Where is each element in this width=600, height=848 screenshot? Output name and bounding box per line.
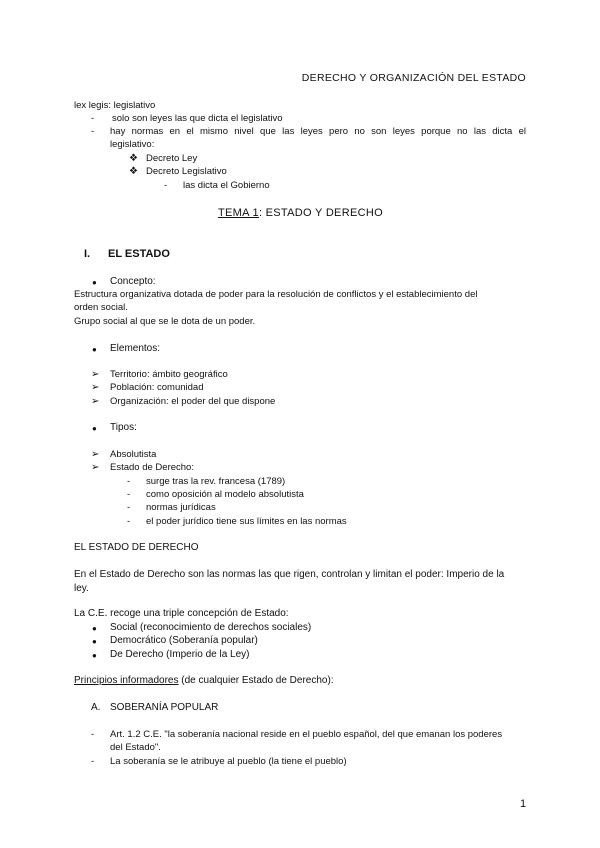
tema-label: TEMA 1 [218,207,259,219]
arrow-bullet-icon: ➢ [91,369,100,380]
intro-dash-1: solo son leyes las que dicta el legislativo [112,113,283,124]
edd-para-line-1: En el Estado de Derecho son las normas las que rigen, controlan y limitan el poder: Imperio de la [74,569,505,580]
dash-marker: - [127,502,131,513]
sub-sub-item-gobierno: las dicta el Gobierno [183,180,270,191]
subsection-title: SOBERANÍA POPULAR [110,702,219,713]
concepto-label: Concepto: [110,276,156,287]
bullet-icon: ● [92,424,97,433]
concepto-line-3: Grupo social al que se le dota de un poder. [74,316,256,327]
sub-item-decreto-ley: Decreto Ley [146,153,198,164]
elemento-item: Población: comunidad [110,382,204,393]
principios-underlined: Principios informadores [74,675,179,686]
dash-marker: - [127,516,131,527]
dash-marker: - [91,729,95,740]
ce-item: Social (reconocimiento de derechos sociales) [110,622,312,633]
intro-dash-2-line-2: legislativo: [110,139,155,150]
section-title: EL ESTADO [108,248,170,260]
dash-marker: - [91,113,95,124]
edd-para-line-2: ley. [74,583,89,594]
edd-title: EL ESTADO DE DERECHO [74,542,199,553]
page-number: 1 [520,798,527,810]
diamond-bullet-icon: ❖ [129,166,138,177]
dash-marker: - [91,756,95,767]
art-line-1: Art. 1.2 C.E. "la soberanía nacional reside en el pueblo español, del que emanan los poderes [110,729,503,740]
intro-dash-2-line-1: hay normas en el mismo nivel que las leyes pero no son leyes porque no las dicta el [110,126,526,137]
ce-item: De Derecho (Imperio de la Ley) [110,649,250,660]
tipo-sub-item: normas jurídicas [146,502,216,513]
elemento-item: Organización: el poder del que dispone [110,396,276,407]
tipo-sub-item: surge tras la rev. francesa (1789) [146,476,286,487]
tema-rest: : ESTADO Y DERECHO [258,207,383,219]
principios-rest: (de cualquier Estado de Derecho): [178,675,334,686]
bullet-icon: ● [92,637,97,646]
ce-line: La C.E. recoge una triple concepción de Estado: [74,608,289,619]
arrow-bullet-icon: ➢ [91,396,100,407]
principios-line [74,674,334,687]
concepto-line-1: Estructura organizativa dotada de poder para la resolución de conflictos y el establecimiento del [74,289,478,300]
bullet-icon: ● [92,278,97,287]
sub-item-decreto-legislativo: Decreto Legislativo [146,166,227,177]
dash-marker: - [127,476,131,487]
tipo-item: Estado de Derecho: [110,462,194,473]
soberania-line: La soberanía se le atribuye al pueblo (la tiene el pueblo) [110,756,347,767]
elemento-item: Territorio: ámbito geográfico [110,369,228,380]
arrow-bullet-icon: ➢ [91,462,100,473]
subsection-letter: A. [91,702,101,713]
arrow-bullet-icon: ➢ [91,382,100,393]
dash-marker: - [164,180,168,191]
bullet-icon: ● [92,345,97,354]
art-line-2: del Estado". [110,742,161,753]
bullet-icon: ● [92,651,97,660]
ce-item: Democrático (Soberanía popular) [110,635,258,646]
arrow-bullet-icon: ➢ [91,449,100,460]
dash-marker: - [127,489,131,500]
dash-marker: - [91,126,95,137]
bullet-icon: ● [92,624,97,633]
elementos-label: Elementos: [110,343,161,354]
tema-title [218,207,383,220]
diamond-bullet-icon: ❖ [129,153,138,164]
lex-line: lex legis: legislativo [74,100,156,111]
section-number: I. [84,248,91,260]
tipo-sub-item: como oposición al modelo absolutista [146,489,304,500]
page-header: DERECHO Y ORGANIZACIÓN DEL ESTADO [301,72,526,84]
tipos-label: Tipos: [110,422,137,433]
tipo-item: Absolutista [110,449,157,460]
tipo-sub-item: el poder jurídico tiene sus límites en las normas [146,516,347,527]
concepto-line-2: orden social. [74,302,128,313]
